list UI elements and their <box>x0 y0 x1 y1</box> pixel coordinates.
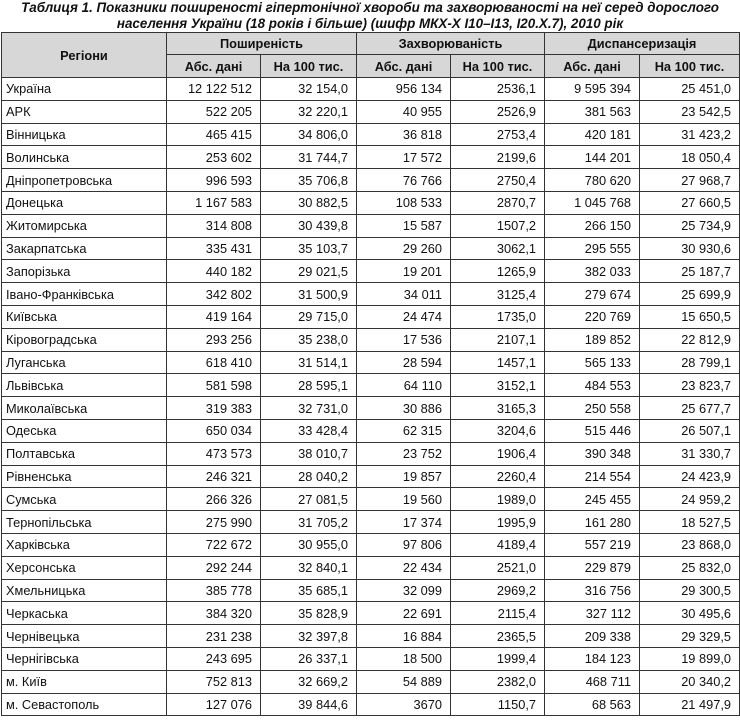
value-cell: 21 497,9 <box>640 693 740 716</box>
value-cell: 319 383 <box>167 397 261 420</box>
value-cell: 26 507,1 <box>640 419 740 442</box>
region-cell: Львівська <box>2 374 167 397</box>
region-cell: Луганська <box>2 351 167 374</box>
table-row <box>2 305 740 328</box>
table-row <box>2 693 740 716</box>
region-cell: Харківська <box>2 533 167 556</box>
region-cell: Рівненська <box>2 465 167 488</box>
value-cell: 17 536 <box>357 328 451 351</box>
value-cell: 24 423,9 <box>640 465 740 488</box>
value-cell: 722 672 <box>167 533 261 556</box>
value-cell: 2260,4 <box>451 465 545 488</box>
value-cell: 16 884 <box>357 625 451 648</box>
table-row <box>2 397 740 420</box>
value-cell: 229 879 <box>545 556 640 579</box>
value-cell: 3062,1 <box>451 237 545 260</box>
value-cell: 515 446 <box>545 419 640 442</box>
value-cell: 28 595,1 <box>261 374 357 397</box>
value-cell: 650 034 <box>167 419 261 442</box>
value-cell: 27 968,7 <box>640 169 740 192</box>
value-cell: 3125,4 <box>451 283 545 306</box>
value-cell: 996 593 <box>167 169 261 192</box>
value-cell: 27 660,5 <box>640 191 740 214</box>
value-cell: 581 598 <box>167 374 261 397</box>
value-cell: 127 076 <box>167 693 261 716</box>
value-cell: 32 731,0 <box>261 397 357 420</box>
value-cell: 28 040,2 <box>261 465 357 488</box>
value-cell: 35 238,0 <box>261 328 357 351</box>
table-row <box>2 169 740 192</box>
value-cell: 565 133 <box>545 351 640 374</box>
value-cell: 27 081,5 <box>261 488 357 511</box>
value-cell: 33 428,4 <box>261 419 357 442</box>
value-cell: 24 959,2 <box>640 488 740 511</box>
table-row <box>2 602 740 625</box>
value-cell: 4189,4 <box>451 533 545 556</box>
region-cell: Сумська <box>2 488 167 511</box>
value-cell: 12 122 512 <box>167 78 261 101</box>
value-cell: 22 691 <box>357 602 451 625</box>
region-cell: Житомирська <box>2 214 167 237</box>
table-title: Таблиця 1. Показники поширеності гіпертонічної хвороби та захворюваності на неї серед дорослого населення України (18 років і більше) (шифр МКХ-Х І10–І13, І20.Х.7), 2010 рік <box>21 0 719 31</box>
value-cell: 473 573 <box>167 442 261 465</box>
value-cell: 31 744,7 <box>261 146 357 169</box>
value-cell: 34 806,0 <box>261 123 357 146</box>
value-cell: 1906,4 <box>451 442 545 465</box>
table-row <box>2 647 740 670</box>
value-cell: 1265,9 <box>451 260 545 283</box>
value-cell: 23 542,5 <box>640 100 740 123</box>
table-row <box>2 442 740 465</box>
value-cell: 32 220,1 <box>261 100 357 123</box>
region-cell: Хмельницька <box>2 579 167 602</box>
region-cell: Кіровоградська <box>2 328 167 351</box>
value-cell: 3165,3 <box>451 397 545 420</box>
value-cell: 484 553 <box>545 374 640 397</box>
table-row <box>2 283 740 306</box>
value-cell: 184 123 <box>545 647 640 670</box>
value-cell: 18 527,5 <box>640 511 740 534</box>
sub-header: Абс. дані <box>167 55 261 78</box>
value-cell: 557 219 <box>545 533 640 556</box>
region-cell: Івано-Франківська <box>2 283 167 306</box>
value-cell: 2536,1 <box>451 78 545 101</box>
value-cell: 15 587 <box>357 214 451 237</box>
value-cell: 390 348 <box>545 442 640 465</box>
value-cell: 17 374 <box>357 511 451 534</box>
value-cell: 39 844,6 <box>261 693 357 716</box>
value-cell: 214 554 <box>545 465 640 488</box>
table-row <box>2 328 740 351</box>
value-cell: 23 823,7 <box>640 374 740 397</box>
table-row <box>2 511 740 534</box>
value-cell: 2365,5 <box>451 625 545 648</box>
group-header-prevalence: Поширеність <box>167 33 357 55</box>
value-cell: 266 150 <box>545 214 640 237</box>
table-row <box>2 488 740 511</box>
table-row <box>2 214 740 237</box>
value-cell: 31 705,2 <box>261 511 357 534</box>
value-cell: 29 021,5 <box>261 260 357 283</box>
value-cell: 2969,2 <box>451 579 545 602</box>
group-header-row <box>2 33 740 55</box>
value-cell: 32 669,2 <box>261 670 357 693</box>
region-cell: м. Севастополь <box>2 693 167 716</box>
value-cell: 30 930,6 <box>640 237 740 260</box>
region-cell: Вінницька <box>2 123 167 146</box>
value-cell: 28 594 <box>357 351 451 374</box>
value-cell: 29 300,5 <box>640 579 740 602</box>
table-body <box>2 78 740 716</box>
group-header-dispensary: Диспансеризація <box>545 33 740 55</box>
value-cell: 1507,2 <box>451 214 545 237</box>
value-cell: 752 813 <box>167 670 261 693</box>
value-cell: 24 474 <box>357 305 451 328</box>
sub-header: На 100 тис. <box>451 55 545 78</box>
value-cell: 2382,0 <box>451 670 545 693</box>
value-cell: 19 560 <box>357 488 451 511</box>
value-cell: 31 423,2 <box>640 123 740 146</box>
value-cell: 32 840,1 <box>261 556 357 579</box>
value-cell: 2870,7 <box>451 191 545 214</box>
value-cell: 275 990 <box>167 511 261 534</box>
value-cell: 266 326 <box>167 488 261 511</box>
value-cell: 29 260 <box>357 237 451 260</box>
value-cell: 31 330,7 <box>640 442 740 465</box>
value-cell: 2521,0 <box>451 556 545 579</box>
value-cell: 30 439,8 <box>261 214 357 237</box>
value-cell: 316 756 <box>545 579 640 602</box>
value-cell: 618 410 <box>167 351 261 374</box>
value-cell: 342 802 <box>167 283 261 306</box>
value-cell: 3152,1 <box>451 374 545 397</box>
value-cell: 9 595 394 <box>545 78 640 101</box>
value-cell: 19 899,0 <box>640 647 740 670</box>
value-cell: 220 769 <box>545 305 640 328</box>
table-row <box>2 78 740 101</box>
value-cell: 22 812,9 <box>640 328 740 351</box>
value-cell: 26 337,1 <box>261 647 357 670</box>
region-header: Регіони <box>2 33 167 78</box>
value-cell: 1457,1 <box>451 351 545 374</box>
value-cell: 36 818 <box>357 123 451 146</box>
value-cell: 3204,6 <box>451 419 545 442</box>
region-cell: Україна <box>2 78 167 101</box>
region-cell: м. Київ <box>2 670 167 693</box>
value-cell: 381 563 <box>545 100 640 123</box>
value-cell: 2753,4 <box>451 123 545 146</box>
value-cell: 295 555 <box>545 237 640 260</box>
value-cell: 246 321 <box>167 465 261 488</box>
table-row <box>2 579 740 602</box>
value-cell: 25 451,0 <box>640 78 740 101</box>
value-cell: 384 320 <box>167 602 261 625</box>
table-row <box>2 146 740 169</box>
region-cell: Чернівецька <box>2 625 167 648</box>
value-cell: 18 500 <box>357 647 451 670</box>
region-cell: Запорізька <box>2 260 167 283</box>
sub-header: Абс. дані <box>357 55 451 78</box>
value-cell: 17 572 <box>357 146 451 169</box>
value-cell: 780 620 <box>545 169 640 192</box>
region-cell: Одеська <box>2 419 167 442</box>
value-cell: 15 650,5 <box>640 305 740 328</box>
value-cell: 1995,9 <box>451 511 545 534</box>
value-cell: 1735,0 <box>451 305 545 328</box>
table-row <box>2 419 740 442</box>
value-cell: 2750,4 <box>451 169 545 192</box>
sub-header: На 100 тис. <box>261 55 357 78</box>
value-cell: 2115,4 <box>451 602 545 625</box>
table-row <box>2 465 740 488</box>
value-cell: 335 431 <box>167 237 261 260</box>
table-row <box>2 260 740 283</box>
value-cell: 25 699,9 <box>640 283 740 306</box>
value-cell: 327 112 <box>545 602 640 625</box>
value-cell: 29 715,0 <box>261 305 357 328</box>
group-header-incidence: Захворюваність <box>357 33 545 55</box>
value-cell: 30 886 <box>357 397 451 420</box>
sub-header: Абс. дані <box>545 55 640 78</box>
value-cell: 23 868,0 <box>640 533 740 556</box>
value-cell: 54 889 <box>357 670 451 693</box>
value-cell: 1 045 768 <box>545 191 640 214</box>
value-cell: 20 340,2 <box>640 670 740 693</box>
value-cell: 245 455 <box>545 488 640 511</box>
value-cell: 32 397,8 <box>261 625 357 648</box>
value-cell: 30 882,5 <box>261 191 357 214</box>
table-row <box>2 191 740 214</box>
value-cell: 1150,7 <box>451 693 545 716</box>
region-cell: Херсонська <box>2 556 167 579</box>
value-cell: 34 011 <box>357 283 451 306</box>
value-cell: 40 955 <box>357 100 451 123</box>
table-row <box>2 374 740 397</box>
value-cell: 440 182 <box>167 260 261 283</box>
value-cell: 293 256 <box>167 328 261 351</box>
value-cell: 468 711 <box>545 670 640 693</box>
value-cell: 2526,9 <box>451 100 545 123</box>
region-cell: Миколаївська <box>2 397 167 420</box>
value-cell: 465 415 <box>167 123 261 146</box>
value-cell: 35 828,9 <box>261 602 357 625</box>
table-row <box>2 237 740 260</box>
value-cell: 35 685,1 <box>261 579 357 602</box>
value-cell: 1999,4 <box>451 647 545 670</box>
value-cell: 279 674 <box>545 283 640 306</box>
value-cell: 18 050,4 <box>640 146 740 169</box>
table-row <box>2 556 740 579</box>
value-cell: 2199,6 <box>451 146 545 169</box>
data-table <box>1 32 740 716</box>
region-cell: Тернопільська <box>2 511 167 534</box>
value-cell: 30 495,6 <box>640 602 740 625</box>
value-cell: 64 110 <box>357 374 451 397</box>
value-cell: 25 832,0 <box>640 556 740 579</box>
value-cell: 29 329,5 <box>640 625 740 648</box>
value-cell: 25 734,9 <box>640 214 740 237</box>
region-cell: Черкаська <box>2 602 167 625</box>
value-cell: 189 852 <box>545 328 640 351</box>
value-cell: 25 677,7 <box>640 397 740 420</box>
value-cell: 32 099 <box>357 579 451 602</box>
value-cell: 243 695 <box>167 647 261 670</box>
region-cell: Київська <box>2 305 167 328</box>
value-cell: 956 134 <box>357 78 451 101</box>
value-cell: 1 167 583 <box>167 191 261 214</box>
value-cell: 231 238 <box>167 625 261 648</box>
value-cell: 385 778 <box>167 579 261 602</box>
value-cell: 209 338 <box>545 625 640 648</box>
value-cell: 35 706,8 <box>261 169 357 192</box>
value-cell: 38 010,7 <box>261 442 357 465</box>
value-cell: 1989,0 <box>451 488 545 511</box>
value-cell: 161 280 <box>545 511 640 534</box>
table-row <box>2 533 740 556</box>
value-cell: 32 154,0 <box>261 78 357 101</box>
sub-header: На 100 тис. <box>640 55 740 78</box>
value-cell: 19 201 <box>357 260 451 283</box>
value-cell: 76 766 <box>357 169 451 192</box>
value-cell: 522 205 <box>167 100 261 123</box>
region-cell: Дніпропетровська <box>2 169 167 192</box>
value-cell: 23 752 <box>357 442 451 465</box>
table-row <box>2 123 740 146</box>
region-cell: Донецька <box>2 191 167 214</box>
value-cell: 62 315 <box>357 419 451 442</box>
value-cell: 22 434 <box>357 556 451 579</box>
value-cell: 19 857 <box>357 465 451 488</box>
value-cell: 25 187,7 <box>640 260 740 283</box>
value-cell: 420 181 <box>545 123 640 146</box>
value-cell: 250 558 <box>545 397 640 420</box>
value-cell: 3670 <box>357 693 451 716</box>
value-cell: 314 808 <box>167 214 261 237</box>
table-row <box>2 625 740 648</box>
table-row <box>2 670 740 693</box>
region-cell: Полтавська <box>2 442 167 465</box>
value-cell: 28 799,1 <box>640 351 740 374</box>
table-row <box>2 351 740 374</box>
region-cell: АРК <box>2 100 167 123</box>
value-cell: 68 563 <box>545 693 640 716</box>
value-cell: 144 201 <box>545 146 640 169</box>
value-cell: 31 514,1 <box>261 351 357 374</box>
value-cell: 35 103,7 <box>261 237 357 260</box>
value-cell: 108 533 <box>357 191 451 214</box>
value-cell: 419 164 <box>167 305 261 328</box>
value-cell: 2107,1 <box>451 328 545 351</box>
region-cell: Закарпатська <box>2 237 167 260</box>
value-cell: 292 244 <box>167 556 261 579</box>
region-cell: Волинська <box>2 146 167 169</box>
region-cell: Чернігівська <box>2 647 167 670</box>
table-row <box>2 100 740 123</box>
value-cell: 253 602 <box>167 146 261 169</box>
value-cell: 382 033 <box>545 260 640 283</box>
value-cell: 97 806 <box>357 533 451 556</box>
value-cell: 31 500,9 <box>261 283 357 306</box>
value-cell: 30 955,0 <box>261 533 357 556</box>
